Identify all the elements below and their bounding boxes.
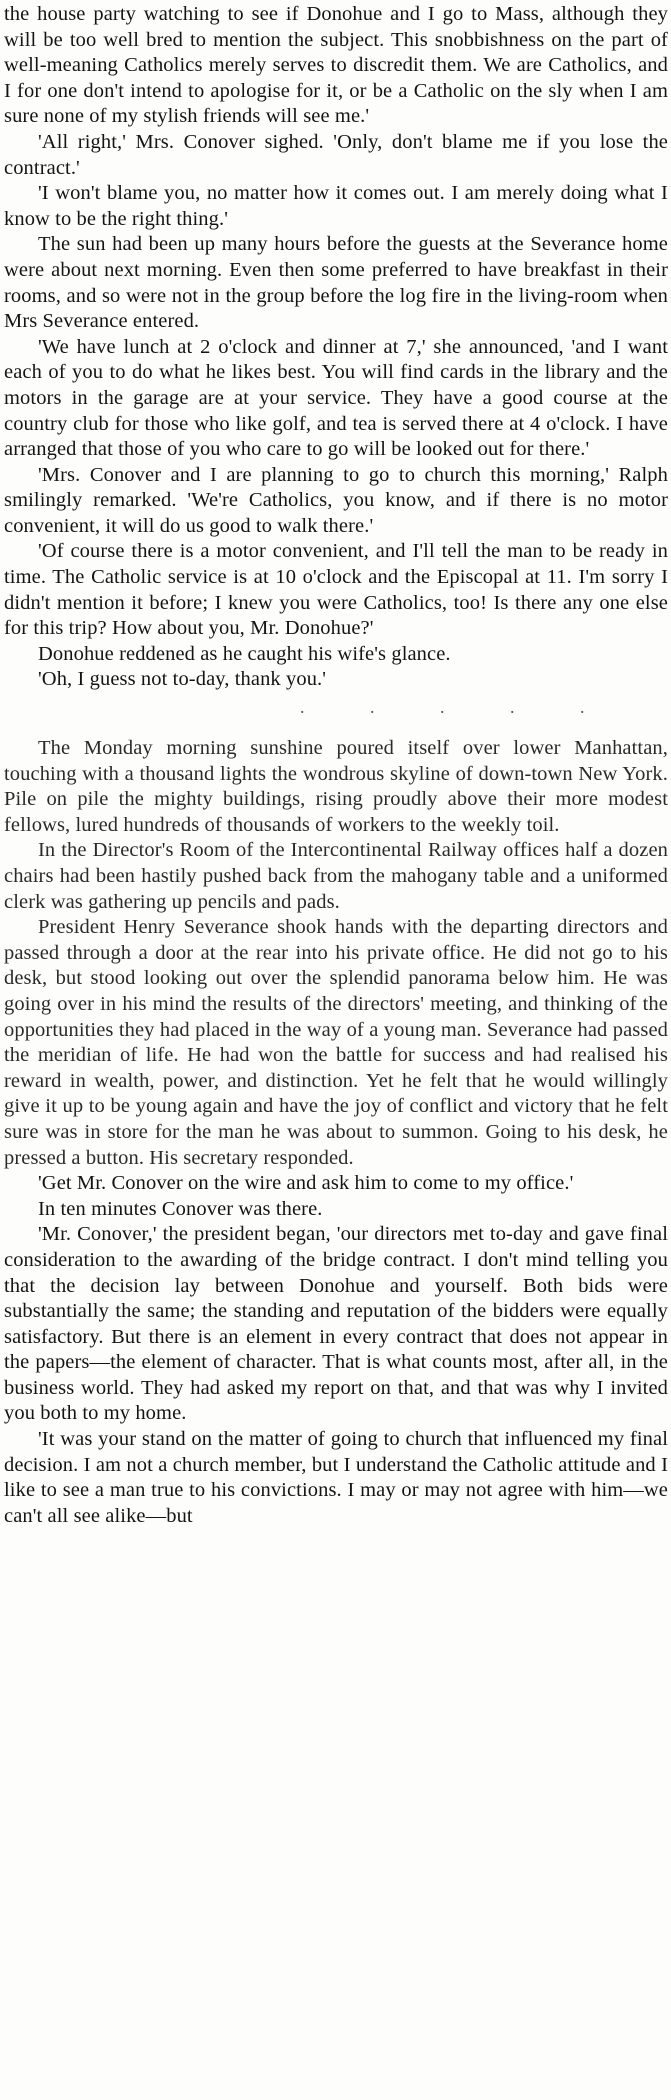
paragraph: President Henry Severance shook hands with the departing directors and passed through a door at the rear into his private office. He did not go to his desk, but stood looking out over the splendid panorama below him. He was going over in his mind the results of the directors' meeting, and thinking of the opportunities they had placed in the way of a young man. Severance had passed the meridian of life. He had won the battle for success and had realised his reward in wealth, power, and distinction. Yet he felt that he would willingly give it up to be young again and have the joy of conflict and victory that he felt sure was in store for the man he was about to summon. Going to his desk, he pressed a button. His secretary responded. xyxy=(4,916,668,1169)
paragraph: 'Mr. Conover,' the president began, 'our directors met to-day and gave final consideration to the awarding of the bridge contract. I don't mind telling you that the decision lay between Donohue and yourself. Both bids were substantially the same; the standing and reputation of the bidders were equally satisfactory. But there is an element in every contract that does not appear in the papers—the element of character. That is what counts most, after all, in the business world. They had asked my report on that, and that was why I invited you both to my home. xyxy=(4,1223,668,1425)
paragraph: 'It was your stand on the matter of going to church that influenced my final decision. I am not a church member, but I understand the Catholic attitude and I like to see a man true to his convictions. I may or may not agree with him—we can't all see alike—but xyxy=(4,1428,668,1527)
story-section-two xyxy=(4,736,668,1529)
paragraph: In ten minutes Conover was there. xyxy=(38,1197,323,1220)
paragraph: 'Of course there is a motor convenient, and I'll tell the man to be ready in time. The Catholic service is at 10 o'clock and the Episcopal at 11. I'm sorry I didn't mention it before; I knew you were Catholics, too! Is there any one else for this trip? How about you, Mr. Donohue?' xyxy=(4,540,668,640)
section-break-dot: . xyxy=(510,697,515,718)
story-section-one xyxy=(4,2,668,693)
paragraph: The sun had been up many hours before the guests at the Severance home were about next morning. Even then some preferred to have breakfast in their rooms, and so were not in the group before the log fire in the living-room when Mrs Severance entered. xyxy=(4,233,668,333)
section-break-dot: . xyxy=(300,697,305,718)
paragraph: 'Mrs. Conover and I are planning to go to church this morning,' Ralph smilingly remarked. 'We're Catholics, you know, and if there is no motor convenient, it will do us good to walk there.' xyxy=(4,463,668,537)
paragraph: 'We have lunch at 2 o'clock and dinner at 7,' she announced, 'and I want each of you to do what he likes best. You will find cards in the library and the motors in the garage are at your service. They have a good course at the country club for those who like golf, and tea is served there at 4 o'clock. I have arranged that those of you who care to go will be looked out for there.' xyxy=(4,335,668,461)
section-break xyxy=(4,693,668,736)
paragraph: In the Director's Room of the Intercontinental Railway offices half a dozen chairs had been hastily pushed back from the mahogany table and a uniformed clerk was gathering up pencils and pads. xyxy=(4,839,668,913)
section-break-dot: . xyxy=(440,697,445,718)
paragraph: 'I won't blame you, no matter how it comes out. I am merely doing what I know to be the right thing.' xyxy=(4,182,668,230)
paragraph: 'Get Mr. Conover on the wire and ask him to come to my office.' xyxy=(38,1172,574,1195)
paragraph: the house party watching to see if Donohue and I go to Mass, although they will be too well bred to mention the subject. This snobbishness on the part of well-meaning Catholics merely serves to discredit them. We are Catholics, and I for one don't intend to apologise for it, or be a Catholic on the sly when I am sure none of my stylish friends will see me.' xyxy=(4,3,668,128)
section-break-dot: . xyxy=(370,697,375,718)
section-break-dot: . xyxy=(580,697,585,718)
paragraph: The Monday morning sunshine poured itself over lower Manhattan, touching with a thousand lights the wondrous skyline of down-town New York. Pile on pile the mighty buildings, rising proudly above their more modest fellows, lured hundreds of thousands of workers to the weekly toil. xyxy=(4,737,668,836)
paragraph: 'All right,' Mrs. Conover sighed. 'Only, don't blame me if you lose the contract.' xyxy=(4,130,668,179)
paragraph: Donohue reddened as he caught his wife's glance. xyxy=(38,642,451,665)
paragraph: 'Oh, I guess not to-day, thank you.' xyxy=(38,668,327,691)
